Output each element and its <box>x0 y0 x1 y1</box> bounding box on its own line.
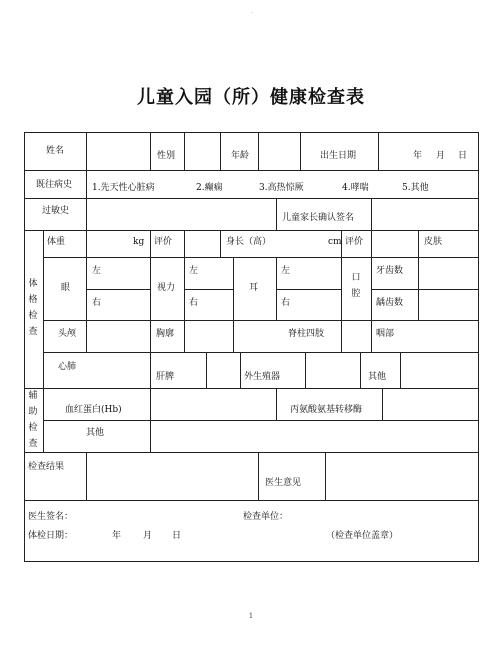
label-vision: 视力 <box>157 283 176 293</box>
row-line <box>24 230 479 231</box>
label-ear-right: 右 <box>281 298 291 308</box>
col-line <box>305 352 306 388</box>
label-footer-year: 年 <box>112 531 122 541</box>
label-weight: 体重 <box>47 237 66 247</box>
label-teeth-count: 牙齿数 <box>376 266 404 276</box>
col-line <box>258 452 259 500</box>
label-skin: 皮肤 <box>424 237 443 247</box>
label-footer-month: 月 <box>143 531 153 541</box>
label-exam-date: 体检日期： <box>28 531 74 541</box>
label-parent-signature: 儿童家长确认签名 <box>282 213 355 223</box>
col-line <box>418 230 419 320</box>
label-liver-spleen: 肝脾 <box>156 372 175 382</box>
col-line <box>400 352 401 388</box>
exam-group-label: 体 格 检 查 <box>28 279 38 337</box>
label-name: 姓名 <box>46 146 65 156</box>
row-line <box>184 289 233 290</box>
row-line <box>86 289 150 290</box>
label-exam-other: 其他 <box>368 372 387 382</box>
col-line <box>300 132 301 170</box>
col-line <box>86 230 87 352</box>
history-option-3: 3.高热惊厥 <box>259 183 304 193</box>
col-line <box>86 132 87 230</box>
col-line <box>150 230 151 388</box>
col-line <box>276 257 277 320</box>
row-line <box>24 170 479 171</box>
label-unit-stamp: （检查单位盖章） <box>326 531 399 541</box>
row-line <box>24 452 479 453</box>
col-line <box>150 132 151 170</box>
label-day: 日 <box>458 151 468 161</box>
top-dot: . <box>251 8 253 15</box>
history-option-2: 2.癫痫 <box>196 183 223 193</box>
col-line <box>325 452 326 500</box>
label-caries-count: 龋齿数 <box>376 298 404 308</box>
label-age: 年龄 <box>231 151 250 161</box>
col-line <box>371 198 372 230</box>
history-option-4: 4.哮喘 <box>342 183 369 193</box>
unit-kg: kg <box>133 237 145 247</box>
col-line <box>184 230 185 352</box>
col-line <box>276 388 277 420</box>
label-height: 身长（高） <box>226 237 272 247</box>
page-number: 1 <box>248 612 254 620</box>
label-throat: 咽部 <box>376 329 395 339</box>
label-weight-eval: 评价 <box>154 237 173 247</box>
row-line <box>24 388 479 389</box>
label-spine-limbs: 脊柱四肢 <box>288 329 325 339</box>
label-ear-left: 左 <box>281 266 291 276</box>
col-line <box>378 132 379 170</box>
row-line <box>371 289 479 290</box>
label-eye-left: 左 <box>92 266 102 276</box>
label-year: 年 <box>413 151 423 161</box>
aux-group-label: 辅 助 检 查 <box>28 391 38 449</box>
table-frame <box>24 132 479 562</box>
label-eye: 眼 <box>61 283 71 293</box>
col-line <box>371 230 372 352</box>
label-exam-unit: 检查单位： <box>243 512 289 522</box>
label-birth-date: 出生日期 <box>320 151 357 161</box>
col-line <box>240 352 241 388</box>
label-mouth: 口 腔 <box>351 273 361 299</box>
label-month: 月 <box>436 151 446 161</box>
label-exam-result: 检查结果 <box>28 462 65 472</box>
history-option-1: 1.先天性心脏病 <box>92 183 155 193</box>
label-aux-other: 其他 <box>86 428 105 438</box>
row-line <box>24 198 479 199</box>
label-eye-right: 右 <box>92 298 102 308</box>
col-line <box>86 452 87 500</box>
col-line <box>276 198 277 230</box>
label-doctor-signature: 医生签名： <box>28 512 74 522</box>
row-line <box>24 500 479 501</box>
label-medical-history: 既往病史 <box>36 180 73 190</box>
label-ear: 耳 <box>249 283 259 293</box>
col-line <box>233 257 234 352</box>
label-genital: 外生殖器 <box>244 372 281 382</box>
label-gender: 性别 <box>157 151 176 161</box>
label-vision-left: 左 <box>189 266 199 276</box>
col-line <box>220 230 221 257</box>
unit-cm: cm <box>328 237 342 247</box>
label-doctor-opinion: 医生意见 <box>265 478 302 488</box>
label-allergy: 过敏史 <box>42 206 70 216</box>
row-line <box>276 289 341 290</box>
col-line <box>341 230 342 352</box>
label-footer-day: 日 <box>172 531 182 541</box>
row-line <box>43 420 479 421</box>
label-chest: 胸廓 <box>156 329 175 339</box>
col-line <box>150 388 151 452</box>
col-line <box>258 132 259 170</box>
col-line <box>220 132 221 170</box>
row-line <box>43 320 479 321</box>
col-line <box>382 388 383 420</box>
history-option-5: 5.其他 <box>402 183 429 193</box>
page-title: 儿童入园（所）健康检查表 <box>137 87 365 108</box>
col-line <box>206 352 207 388</box>
col-line <box>43 230 44 452</box>
label-heart-lung: 心肺 <box>58 362 77 372</box>
row-line <box>43 352 479 353</box>
col-line <box>360 352 361 388</box>
label-alt: 丙氨酸氨基转移酶 <box>290 405 363 415</box>
col-line <box>184 132 185 170</box>
label-vision-right: 右 <box>189 298 199 308</box>
label-height-eval: 评价 <box>345 237 364 247</box>
label-head-neck: 头颅 <box>58 329 77 339</box>
row-line <box>43 257 479 258</box>
label-hemoglobin: 血红蛋白(Hb) <box>65 405 122 415</box>
